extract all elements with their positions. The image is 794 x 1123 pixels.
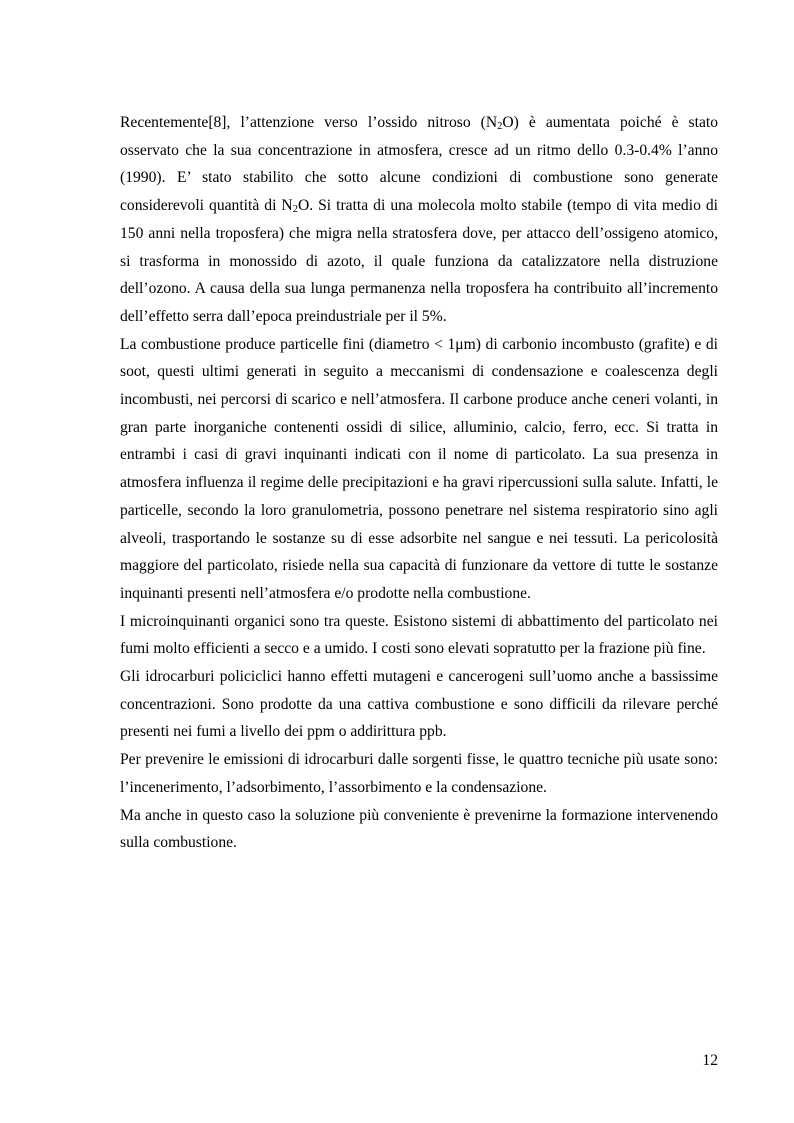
paragraph-conclusion: Ma anche in questo caso la soluzione più conveniente è prevenirne la formazione intervenendo sulla combustione. bbox=[120, 806, 718, 852]
p1-text-a: Recentemente[8], l’attenzione verso l’ossido nitroso (N bbox=[120, 114, 498, 131]
body-text bbox=[120, 109, 718, 857]
p1-text-c: O. Si tratta di una molecola molto stabile (tempo di vita medio di 150 anni nella troposfera) che migra nella stratosfera dove, per attacco dell’ossigeno atomico, si trasforma in monossido di azoto, il quale funziona da catalizzatore nella distruzione dell’ozono. A causa della sua lunga permanenza nella troposfera ha contribuito all’incremento dell’effetto serra dall’epoca preindustriale per il 5%. bbox=[120, 197, 719, 325]
paragraph-microinquinanti: I microinquinanti organici sono tra queste. Esistono sistemi di abbattimento del particolato nei fumi molto efficienti a secco e a umido. I costi sono elevati sopratutto per la frazione più fine. bbox=[120, 612, 718, 658]
p1-text-b: O) è aumentata poiché è stato osservato che la sua concentrazione in atmosfera, cresce ad un ritmo dello 0.3-0.4% l’anno (1990). E’ stato stabilito che sotto alcune condizioni di combustione sono generate considerevoli quantità di N bbox=[120, 114, 718, 215]
page-number: 12 bbox=[702, 1052, 718, 1069]
paragraph-particulate: La combustione produce particelle fini (diametro < 1μm) di carbonio incombusto (grafite) e di soot, questi ultimi generati in seguito a meccanismi di condensazione e coalescenza degli incombusti, nei percorsi di scarico e nell’atmosfera. Il carbone produce anche ceneri volanti, in gran parte inorganiche contenenti ossidi di silice, alluminio, calcio, ferro, ecc. Si tratta in entrambi i casi di gravi inquinanti indicati con il nome di particolato. La sua presenza in atmosfera influenza il regime delle precipitazioni e ha gravi ripercussioni sulla salute. Infatti, le particelle, secondo la loro granulometria, possono penetrare nel sistema respiratorio sino agli alveoli, trasportando le sostanze su di esse adsorbite nel sangue e nei tessuti. La pericolosità maggiore del particolato, risiede nella sua capacità di funzionare da vettore di tutte le sostanze inquinanti presenti nell’atmosfera e/o prodotte nella combustione. bbox=[120, 335, 718, 602]
paragraph-idrocarburi-policiclici: Gli idrocarburi policiclici hanno effetti mutageni e cancerogeni sull’uomo anche a bassissime concentrazioni. Sono prodotte da una cattiva combustione e sono difficili da rilevare perché presenti nei fumi a livello dei ppm o addirittura ppb. bbox=[120, 668, 718, 741]
paragraph-prevention-techniques: Per prevenire le emissioni di idrocarburi dalle sorgenti fisse, le quattro tecniche più usate sono: l’incenerimento, l’adsorbimento, l’assorbimento e la condensazione. bbox=[120, 751, 718, 796]
paragraph-nitrous-oxide bbox=[120, 109, 718, 331]
subscript-2: 2 bbox=[292, 204, 298, 216]
subscript-2: 2 bbox=[497, 121, 503, 132]
